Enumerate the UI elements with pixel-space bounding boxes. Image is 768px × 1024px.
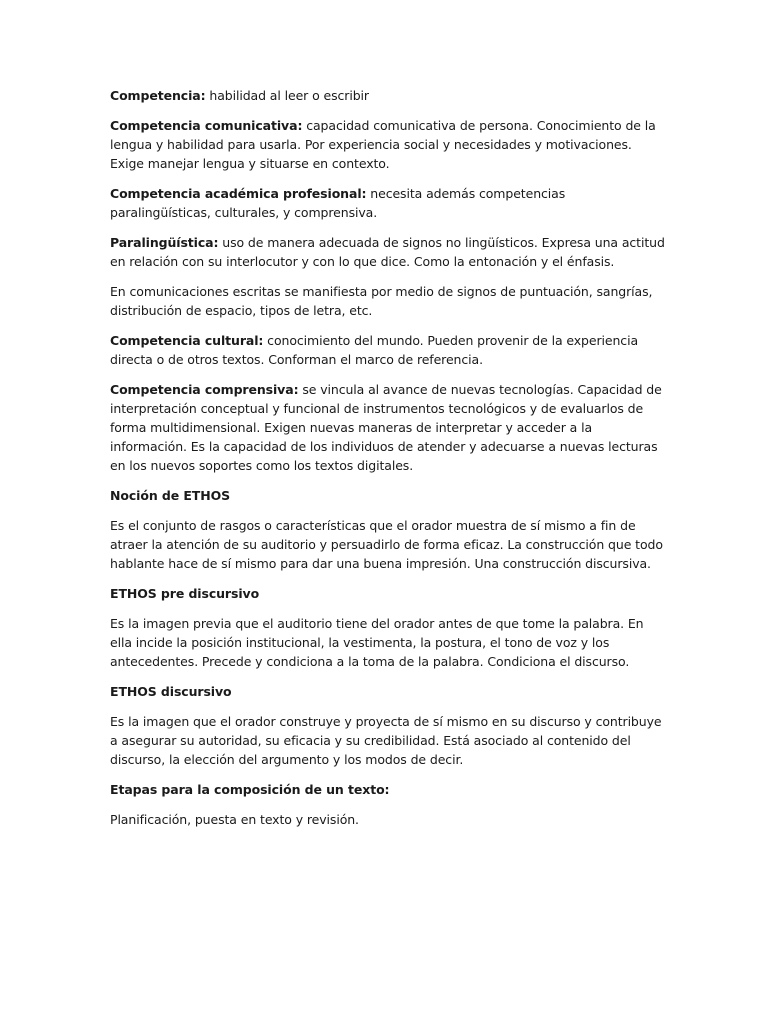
paragraph-competencia-comunicativa [110, 116, 666, 173]
paragraph-text: Es la imagen previa que el auditorio tiene del orador antes de que tome la palabra. En ella incide la posición institucional, la vestimenta, la postura, el tono de voz y los antecedentes. Precede y condiciona a la toma de la palabra. Condiciona el discurso. [110, 616, 644, 669]
term-label: Competencia académica profesional: [110, 186, 367, 201]
paragraph-text: uso de manera adecuada de signos no lingüísticos. Expresa una actitud en relación con su interlocutor y con lo que dice. Como la entonación y el énfasis. [110, 235, 665, 269]
paragraph-competencia-cultural [110, 331, 666, 369]
heading-nocion-ethos: Noción de ETHOS [110, 488, 231, 503]
paragraph-text: Es el conjunto de rasgos o características que el orador muestra de sí mismo a fin de atraer la atención de su auditorio y persuadirlo de forma eficaz. La construcción que todo hablante hace de sí mismo para dar una buena impresión. Una construcción discursiva. [110, 518, 663, 571]
paragraph-competencia-comprensiva [110, 380, 666, 475]
paragraph-text: capacidad comunicativa de persona. Conocimiento de la lengua y habilidad para usarla. Por experiencia social y necesidades y motivaciones. Exige manejar lengua y situarse en contexto. [110, 118, 656, 171]
term-label: Competencia comunicativa: [110, 118, 303, 133]
document-page [110, 86, 666, 840]
paragraph-competencia [110, 86, 666, 105]
paragraph-text: se vincula al avance de nuevas tecnologías. Capacidad de interpretación conceptual y funcional de instrumentos tecnológicos y de evaluarlos de forma multidimensional. Exigen nuevas maneras de interpretar y acceder a la información. Es la capacidad de los individuos de atender y adecuarse a nuevas lecturas en los nuevos soportes como los textos digitales. [110, 382, 662, 473]
heading-etapas-composicion: Etapas para la composición de un texto: [110, 782, 390, 797]
paragraph-paralinguistica [110, 233, 666, 271]
term-label: Paralingüística: [110, 235, 219, 250]
heading-ethos-pre-discursivo: ETHOS pre discursivo [110, 586, 260, 601]
term-label: Competencia comprensiva: [110, 382, 299, 397]
paragraph-ethos-discursivo [110, 712, 666, 769]
paragraph-competencia-academica [110, 184, 666, 222]
paragraph-comunicaciones-escritas [110, 282, 666, 320]
paragraph-text: En comunicaciones escritas se manifiesta por medio de signos de puntuación, sangrías, distribución de espacio, tipos de letra, etc. [110, 284, 653, 318]
heading-ethos-discursivo: ETHOS discursivo [110, 684, 232, 699]
paragraph-etapas [110, 810, 666, 829]
paragraph-text: conocimiento del mundo. Pueden provenir de la experiencia directa o de otros textos. Conforman el marco de referencia. [110, 333, 639, 367]
paragraph-text: necesita además competencias paralingüísticas, culturales, y comprensiva. [110, 186, 566, 220]
paragraph-text: Es la imagen que el orador construye y proyecta de sí mismo en su discurso y contribuye a asegurar su autoridad, su eficacia y su credibilidad. Está asociado al contenido del discurso, la elección del argumento y los modos de decir. [110, 714, 662, 767]
paragraph-text: Planificación, puesta en texto y revisión. [110, 812, 359, 827]
paragraph-ethos-pre-discursivo [110, 614, 666, 671]
term-label: Competencia: [110, 88, 206, 103]
paragraph-text: habilidad al leer o escribir [205, 88, 369, 103]
term-label: Competencia cultural: [110, 333, 264, 348]
paragraph-ethos-definicion [110, 516, 666, 573]
